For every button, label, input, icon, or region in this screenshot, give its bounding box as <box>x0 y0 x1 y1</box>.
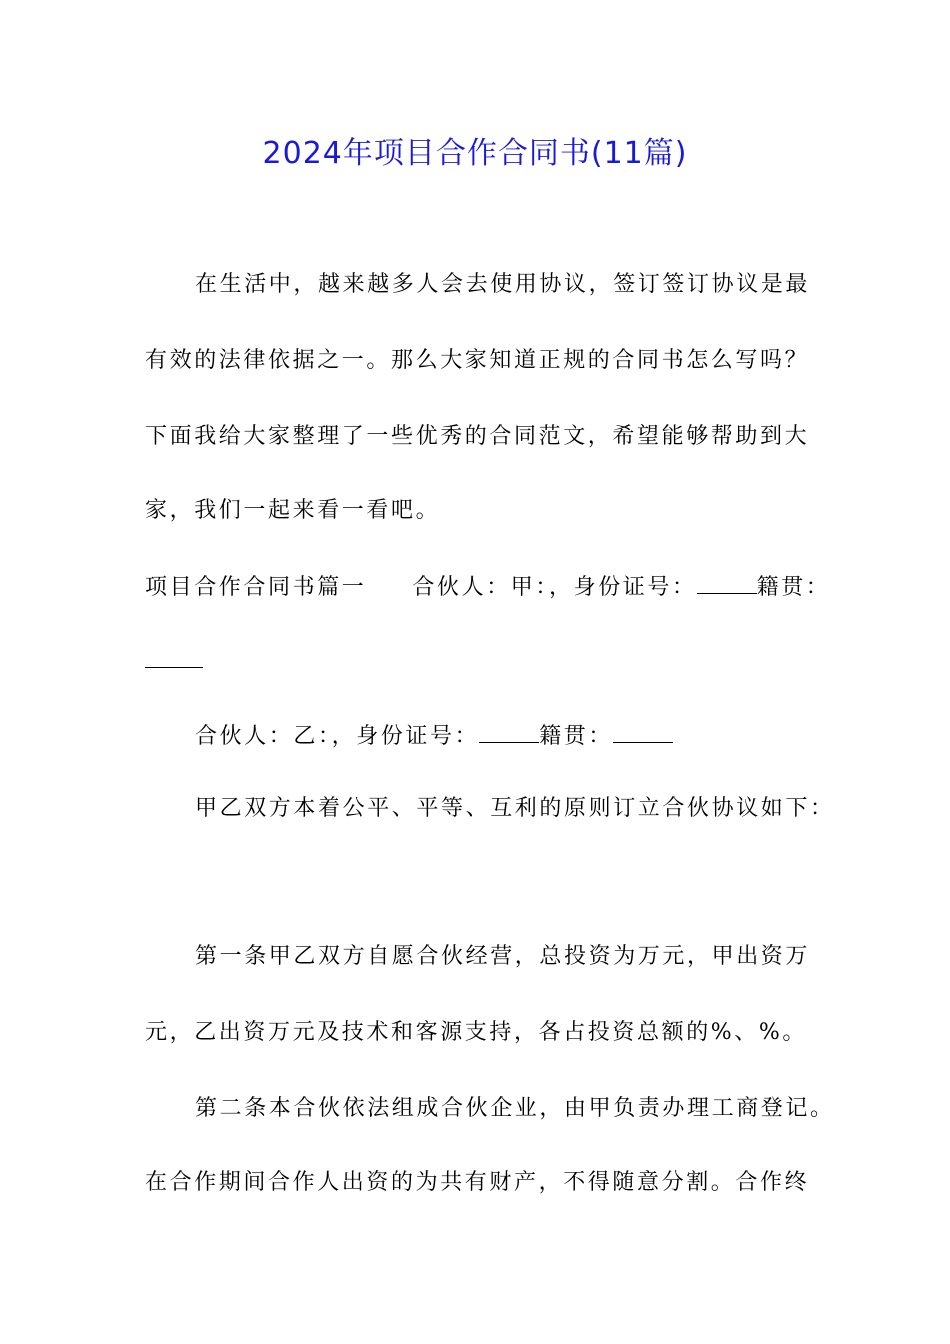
article-2-line-1: 第二条本合伙依法组成合伙企业，由甲负责办理工商登记。 <box>195 1096 835 1121</box>
section-heading-line <box>145 571 830 603</box>
partner-b-text: 合伙人：乙：，身份证号： <box>195 724 480 749</box>
intro-line-3: 下面我给大家整理了一些优秀的合同范文，希望能够帮助到大 <box>145 424 810 449</box>
section-heading: 项目合作合同书篇一 <box>145 575 367 600</box>
partner-b-line <box>195 720 673 752</box>
article-1-line-1: 第一条甲乙双方自愿合伙经营，总投资为万元，甲出资万 <box>195 944 811 969</box>
native-place-blank-b <box>613 720 673 743</box>
article-2-line-2: 在合作期间合作人出资的为共有财产，不得随意分割。合作终 <box>145 1170 810 1195</box>
document-title: 2024年项目合作合同书(11篇) <box>262 136 688 171</box>
intro-line-4: 家，我们一起来看一看吧。 <box>145 498 441 523</box>
article-1-line-2: 元，乙出资万元及技术和客源支持，各占投资总额的%、%。 <box>145 1020 808 1045</box>
native-place-blank-a <box>145 667 203 668</box>
intro-line-1: 在生活中，越来越多人会去使用协议，签订签订协议是最 <box>195 272 811 297</box>
id-number-blank-a <box>697 571 757 594</box>
partner-a-text: 合伙人：甲：，身份证号： <box>412 575 697 600</box>
intro-line-2: 有效的法律依据之一。那么大家知道正规的合同书怎么写吗？ <box>145 348 810 373</box>
preamble-line: 甲乙双方本着公平、平等、互利的原则订立合伙协议如下： <box>195 796 835 821</box>
native-place-label-a: 籍贯： <box>756 575 831 600</box>
id-number-blank-b <box>479 720 539 743</box>
native-place-label-b: 籍贯： <box>539 724 614 749</box>
